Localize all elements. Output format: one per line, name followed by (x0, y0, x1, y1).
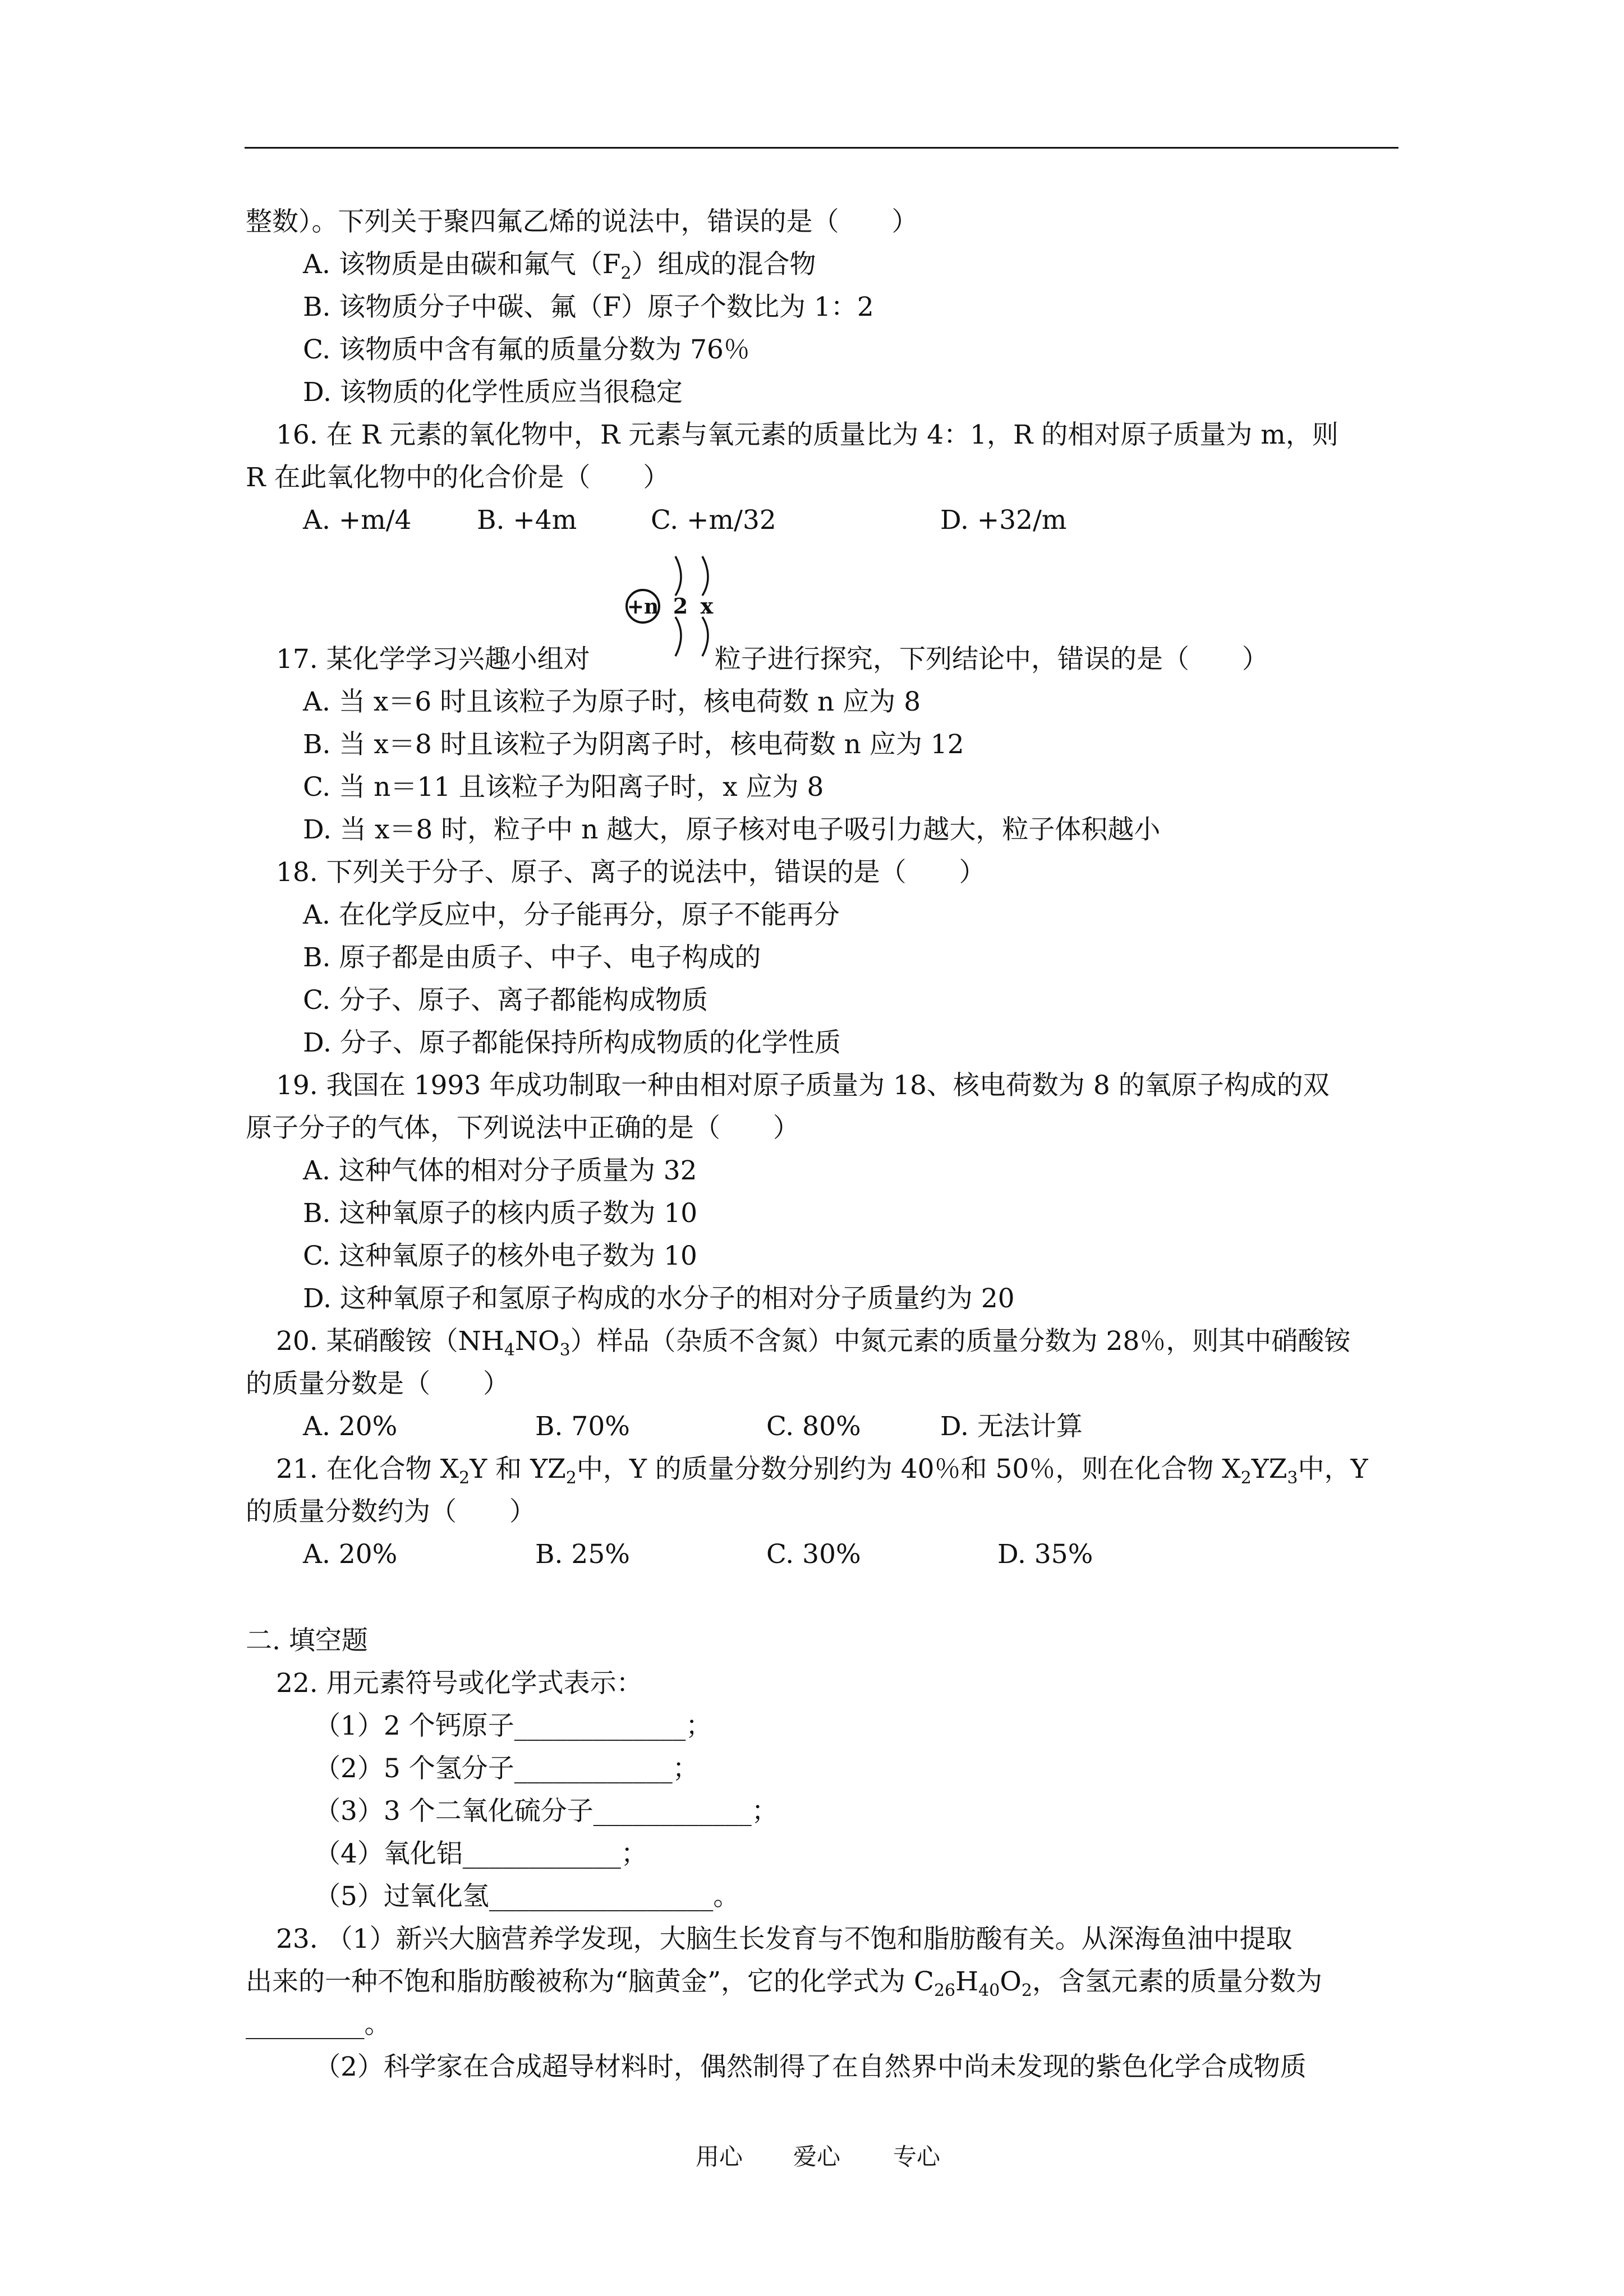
section-title: 二. 填空题 (246, 1625, 368, 1656)
q16-options (0, 504, 1624, 537)
q22-item-2: （2）5 个氢分子____________； (314, 1753, 699, 1784)
q19-option-a: A. 这种气体的相对分子质量为 32 (303, 1155, 697, 1186)
header-rule (245, 147, 1398, 149)
q22-item-3: （3）3 个二氧化硫分子____________； (314, 1796, 778, 1827)
q23-line2: 出来的一种不饱和脂肪酸被称为“脑黄金”，它的化学式为 $C_{26}H_{40}O_2$，含氢元素的质量分数为 (246, 1966, 1322, 2000)
footer-word-3: 专心 (893, 2143, 941, 2170)
q22-item-5: （5）过氧化氢_________________。 (314, 1881, 740, 1912)
q17-option-a: A. 当 x＝6 时且该粒子为原子时，核电荷数 n 应为 8 (303, 686, 921, 717)
q19-option-c: C. 这种氧原子的核外电子数为 10 (303, 1241, 697, 1271)
q21-option-d: D. 35% (997, 1539, 1093, 1570)
q21-options (0, 1538, 1624, 1571)
q16-option-d: D. +32/m (940, 505, 1067, 536)
q21-option-c: C. 30% (766, 1539, 861, 1570)
shell1-arc-top (675, 556, 681, 596)
q15-option-b: B. 该物质分子中碳、氟（F）原子个数比为 1：2 (303, 292, 874, 322)
q19-option-b: B. 这种氧原子的核内质子数为 10 (303, 1198, 698, 1229)
q15-option-a: A. 该物质是由碳和氟气$(F_2)$组成的混合物 (303, 249, 816, 283)
q20-option-c: C. 80% (766, 1411, 861, 1442)
q22-stem: 22. 用元素符号或化学式表示： (276, 1668, 643, 1699)
q23-line1: 23. （1）新兴大脑营养学发现，大脑生长发育与不饱和脂肪酸有关。从深海鱼油中提取 (276, 1924, 1292, 1954)
q18-stem: 18. 下列关于分子、原子、离子的说法中，错误的是（ ） (276, 857, 986, 888)
q20-option-a: A. 20% (303, 1411, 398, 1442)
q16-stem-line2: R 在此氧化物中的化合价是（ ） (246, 462, 670, 493)
q23-blank-line: _________。 (246, 2009, 391, 2040)
q20-stem-line2: 的质量分数是（ ） (246, 1368, 509, 1399)
q17-option-c: C. 当 n＝11 且该粒子为阳离子时，x 应为 8 (303, 772, 824, 803)
q21-option-a: A. 20% (303, 1539, 398, 1570)
q20-option-b: B. 70% (535, 1411, 630, 1442)
q20-option-d: D. 无法计算 (940, 1411, 1083, 1442)
shell2-electrons: x (700, 593, 714, 619)
footer-word-2: 爱心 (793, 2143, 841, 2170)
q17-stem-post: 粒子进行探究，下列结论中，错误的是（ ） (715, 644, 1268, 675)
q18-option-b: B. 原子都是由质子、中子、电子构成的 (303, 942, 761, 973)
q19-option-d: D. 这种氧原子和氢原子构成的水分子的相对分子质量约为 20 (303, 1283, 1015, 1314)
q18-option-d: D. 分子、原子都能保持所构成物质的化学性质 (303, 1027, 841, 1058)
q16-option-a: A. +m/4 (303, 505, 412, 536)
q22-item-4: （4）氧化铝____________； (314, 1838, 647, 1869)
shell2-arc-bottom (702, 617, 708, 656)
shell1-electrons: 2 (673, 593, 688, 619)
q23-line4: （2）科学家在合成超导材料时，偶然制得了在自然界中尚未发现的紫色化学合成物质 (314, 2051, 1306, 2082)
q15-option-c: C. 该物质中含有氟的质量分数为 76％ (303, 334, 750, 365)
q20-stem-line1: 20. 某硝酸铵$(NH_4NO_3)$样品（杂质不含氮）中氮元素的质量分数为 28％，则其中硝酸铵 (276, 1326, 1351, 1360)
q16-option-b: B. +4m (477, 505, 577, 536)
q21-stem-line2: 的质量分数约为（ ） (246, 1496, 536, 1527)
q17-option-b: B. 当 x＝8 时且该粒子为阴离子时，核电荷数 n 应为 12 (303, 729, 964, 760)
shell1-arc-bottom (675, 617, 681, 656)
q17-option-d: D. 当 x＝8 时，粒子中 n 越大，原子核对电子吸引力越大，粒子体积越小 (303, 814, 1161, 845)
q22-item-1: （1）2 个钙原子_____________； (314, 1711, 712, 1741)
footer-word-1: 用心 (696, 2143, 743, 2170)
q19-stem-line2: 原子分子的气体，下列说法中正确的是（ ） (246, 1113, 799, 1144)
shell2-arc-top (702, 556, 708, 596)
q16-option-c: C. +m/32 (651, 505, 776, 536)
q20-options (0, 1410, 1624, 1444)
q21-option-b: B. 25% (535, 1539, 630, 1570)
q18-option-a: A. 在化学反应中，分子能再分，原子不能再分 (303, 900, 840, 930)
q18-option-c: C. 分子、原子、离子都能构成物质 (303, 985, 709, 1016)
q15-stem: 整数）。下列关于聚四氟乙烯的说法中，错误的是（ ） (246, 206, 918, 237)
q16-stem-line1: 16. 在 R 元素的氧化物中，R 元素与氧元素的质量比为 4：1，R 的相对原子质量为 m，则 (276, 419, 1338, 450)
atomic-structure-diagram (617, 550, 729, 662)
nucleus-charge: +n (627, 595, 659, 619)
q17-stem-pre: 17. 某化学学习兴趣小组对 (276, 644, 590, 675)
q19-stem-line1: 19. 我国在 1993 年成功制取一种由相对原子质量为 18、核电荷数为 8 的氧原子构成的双 (276, 1070, 1329, 1101)
q21-stem-line1: 21. 在化合物 $X_2Y$ 和 $YZ_2$中，Y 的质量分数分别约为 40％和 50％，则在化合物 $X_2YZ_3$中，Y (276, 1454, 1368, 1488)
q15-option-d: D. 该物质的化学性质应当很稳定 (303, 377, 683, 408)
